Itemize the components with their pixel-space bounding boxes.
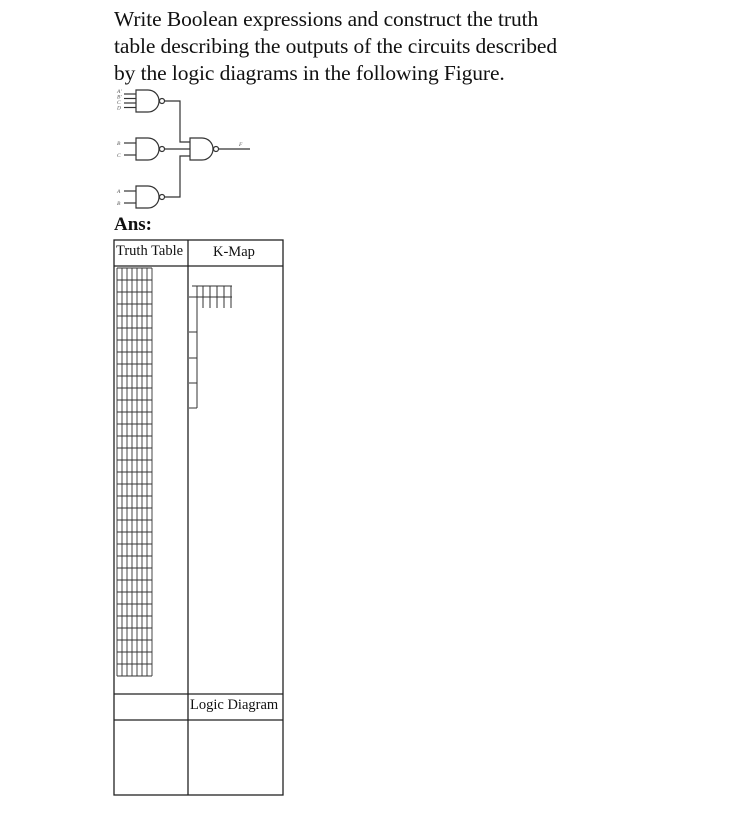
input-label-b-prime: B' [117, 94, 122, 101]
input-label-b-gate2: B [117, 141, 121, 147]
input-label-b-gate3: B [117, 201, 121, 207]
logic-diagram-header: Logic Diagram [190, 697, 279, 713]
question-line-2: table describing the outputs of the circuits described [114, 34, 557, 58]
input-label-d: D [117, 105, 121, 112]
input-label-c: C [117, 100, 121, 106]
truth-table-header: Truth Table [116, 243, 184, 259]
question-line-3: by the logic diagrams in the following Figure. [114, 61, 505, 85]
output-label-f: F [239, 142, 243, 148]
input-label-c-gate2: C [117, 153, 121, 159]
question-line-1: Write Boolean expressions and construct the truth [114, 7, 539, 31]
kmap-header: K-Map [213, 244, 255, 260]
kmap-grid [189, 286, 232, 408]
input-label-a-prime: A' [117, 89, 122, 95]
truth-table-grid [117, 268, 152, 676]
input-label-a-gate3: A [117, 189, 121, 195]
answer-label: Ans: [114, 214, 153, 235]
